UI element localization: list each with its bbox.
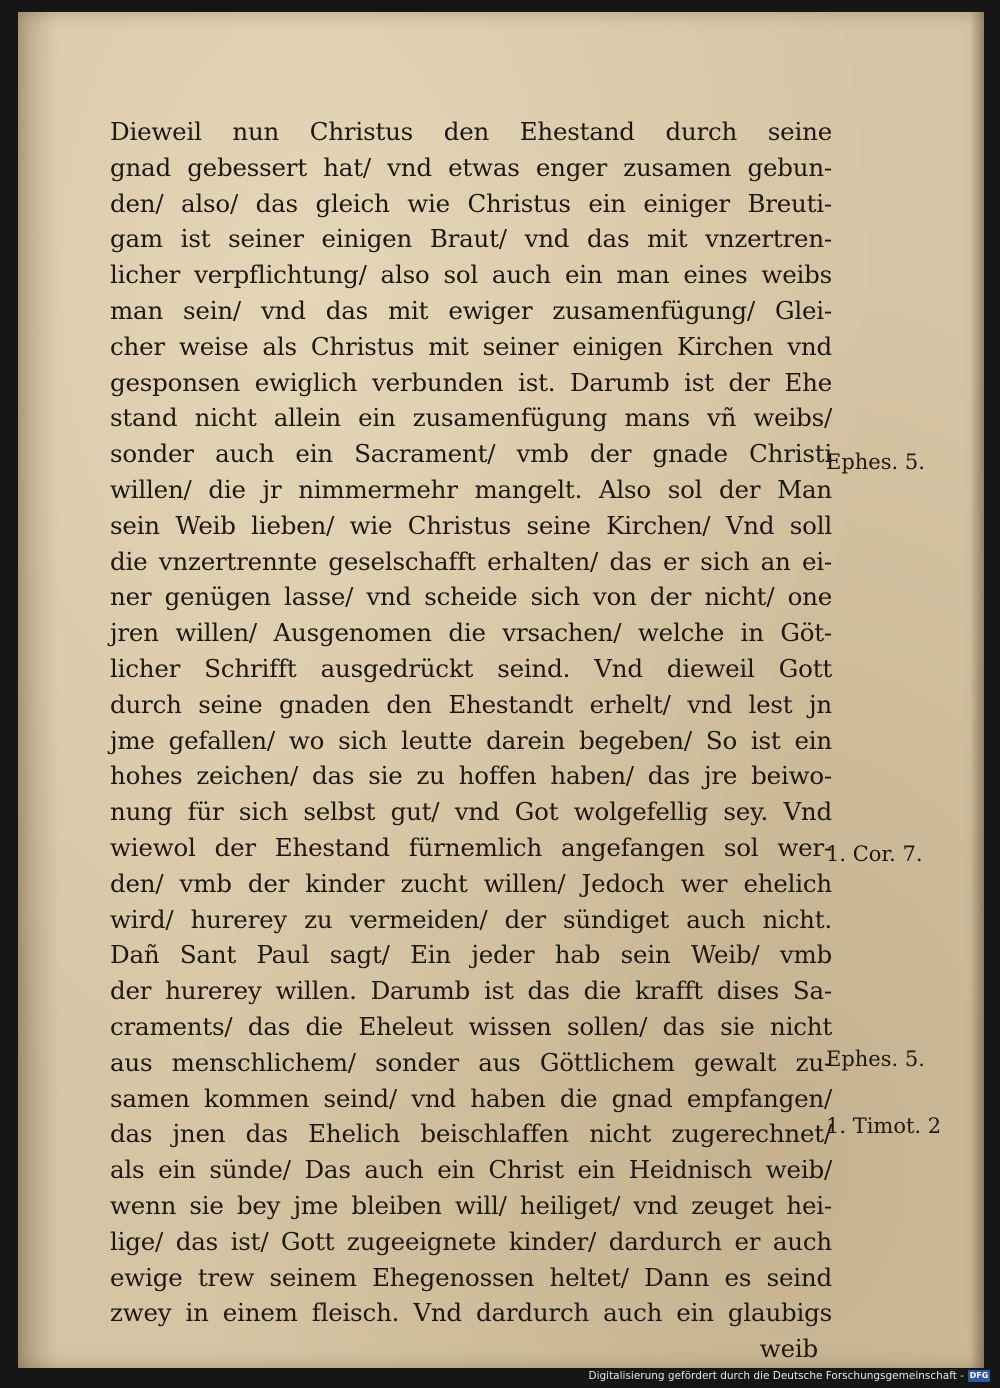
text-line: Dañ Sant Paul sagt/ Ein jeder hab sein Weib/ vmb — [110, 940, 832, 970]
text-line: das jnen das Ehelich beischlaffen nicht zugerechnet/ — [110, 1119, 832, 1149]
text-line: man sein/ vnd das mit ewiger zusamenfügung/ Glei- — [110, 295, 832, 325]
book-page — [18, 12, 984, 1368]
text-line: ewige trew seinem Ehegenossen heltet/ Dann es seind — [110, 1262, 832, 1292]
text-line: stand nicht allein ein zusamenfügung mans vñ weibs/ — [110, 403, 832, 433]
text-line: durch seine gnaden den Ehestandt erhelt/ vnd lest jn — [110, 689, 832, 719]
text-line: jren willen/ Ausgenomen die vrsachen/ welche in Göt- — [110, 618, 832, 648]
text-line: willen/ die jr nimmermehr mangelt. Also sol der Man — [110, 474, 832, 504]
text-line: jme gefallen/ wo sich leutte darein begeben/ So ist ein — [110, 725, 832, 755]
text-line: zwey in einem fleisch. Vnd dardurch auch ein glaubigs — [110, 1298, 832, 1328]
text-line: den/ also/ das gleich wie Christus ein einiger Breuti- — [110, 188, 832, 218]
footer-text: Digitalisierung gefördert durch die Deutsche Forschungsgemeinschaft - — [588, 1370, 964, 1382]
margin-note-ephesians: Ephes. 5. — [826, 450, 925, 474]
margin-note-corinthians: 1. Cor. 7. — [826, 842, 923, 866]
text-line: den/ vmb der kinder zucht willen/ Jedoch wer ehelich — [110, 868, 832, 898]
text-line: samen kommen seind/ vnd haben die gnad empfangen/ — [110, 1083, 832, 1113]
text-line: wiewol der Ehestand fürnemlich angefangen sol wer- — [110, 832, 832, 862]
text-line: gesponsen ewiglich verbunden ist. Darumb ist der Ehe — [110, 367, 832, 397]
text-line: lige/ das ist/ Gott zugeeignete kinder/ dardurch er auch — [110, 1226, 832, 1256]
text-line: die vnzertrennte geselschafft erhalten/ das er sich an ei- — [110, 546, 832, 576]
text-line: licher Schrifft ausgedrückt seind. Vnd dieweil Gott — [110, 653, 832, 683]
text-line: licher verpflichtung/ also sol auch ein man eines weibs — [110, 260, 832, 290]
text-line: ner genügen lasse/ vnd scheide sich von der nicht/ one — [110, 582, 832, 612]
catchword: weib — [759, 1334, 818, 1364]
margin-note-timothy: 1. Timot. 2 — [826, 1114, 942, 1138]
text-line: sonder auch ein Sacrament/ vmb der gnade Christi — [110, 439, 832, 469]
dfg-logo: DFG — [969, 1371, 989, 1380]
margin-note-ephesians: Ephes. 5. — [826, 1047, 925, 1071]
text-line: craments/ das die Eheleut wissen sollen/ das sie nicht — [110, 1011, 832, 1041]
text-line: als ein sünde/ Das auch ein Christ ein Heidnisch weib/ — [110, 1155, 832, 1185]
text-line: wenn sie bey jme bleiben will/ heiliget/ vnd zeuget hei- — [110, 1190, 832, 1220]
text-line: cher weise als Christus mit seiner einigen Kirchen vnd — [110, 331, 832, 361]
text-line: gam ist seiner einigen Braut/ vnd das mit vnzertren- — [110, 224, 832, 254]
text-line: der hurerey willen. Darumb ist das die krafft dises Sa- — [110, 976, 832, 1006]
text-line: wird/ hurerey zu vermeiden/ der sündiget auch nicht. — [110, 904, 832, 934]
text-line: sein Weib lieben/ wie Christus seine Kirchen/ Vnd soll — [110, 510, 832, 540]
body-text — [110, 114, 832, 1367]
text-line: Dieweil nun Christus den Ehestand durch seine — [110, 117, 832, 146]
text-line: hohes zeichen/ das sie zu hoffen haben/ das jre beiwo- — [110, 761, 832, 791]
text-line: nung für sich selbst gut/ vnd Got wolgefellig sey. Vnd — [110, 797, 832, 827]
text-line: gnad gebessert hat/ vnd etwas enger zusamen gebun- — [110, 152, 832, 182]
digitization-footer — [588, 1369, 990, 1383]
text-line: aus menschlichem/ sonder aus Göttlichem gewalt zu- — [110, 1047, 832, 1077]
